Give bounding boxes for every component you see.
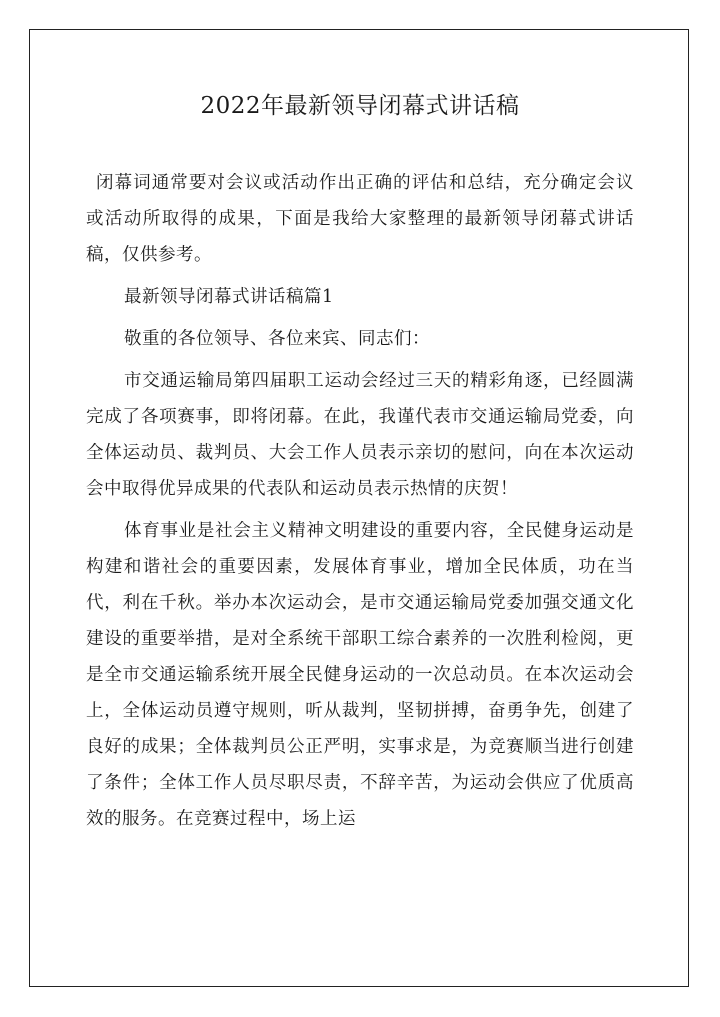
- paragraph: 市交通运输局第四届职工运动会经过三天的精彩角逐，已经圆满完成了各项赛事，即将闭幕。在此，我谨代表市交通运输局党委，向全体运动员、裁判员、大会工作人员表示亲切的慰问，向在本次运动会中取得优异成果的代表队和运动员表示热情的庆贺！: [86, 371, 634, 499]
- salutation: 敬重的各位领导、各位来宾、同志们：: [124, 329, 430, 349]
- document-body: [86, 165, 634, 843]
- paragraph: 体育事业是社会主义精神文明建设的重要内容，全民健身运动是构建和谐社会的重要因素，发展体育事业，增加全民体质，功在当代，利在千秋。举办本次运动会，是市交通运输局党委加强交通文化建设的重要举措，是对全系统干部职工综合素养的一次胜利检阅，更是全市交通运输系统开展全民健身运动的一次总动员。在本次运动会上，全体运动员遵守规则，听从裁判，坚韧拼搏，奋勇争先，创建了良好的成果；全体裁判员公正严明，实事求是，为竞赛顺当进行创建了条件；全体工作人员尽职尽责，不辞辛苦，为运动会供应了优质高效的服务。在竞赛过程中，场上运: [86, 521, 634, 829]
- section-heading: 最新领导闭幕式讲话稿篇1: [124, 287, 334, 307]
- document-title: 2022年最新领导闭幕式讲话稿: [200, 93, 520, 119]
- paragraph-intro: 闭幕词通常要对会议或活动作出正确的评估和总结，充分确定会议或活动所取得的成果，下面是我给大家整理的最新领导闭幕式讲话稿，仅供参考。: [86, 173, 634, 265]
